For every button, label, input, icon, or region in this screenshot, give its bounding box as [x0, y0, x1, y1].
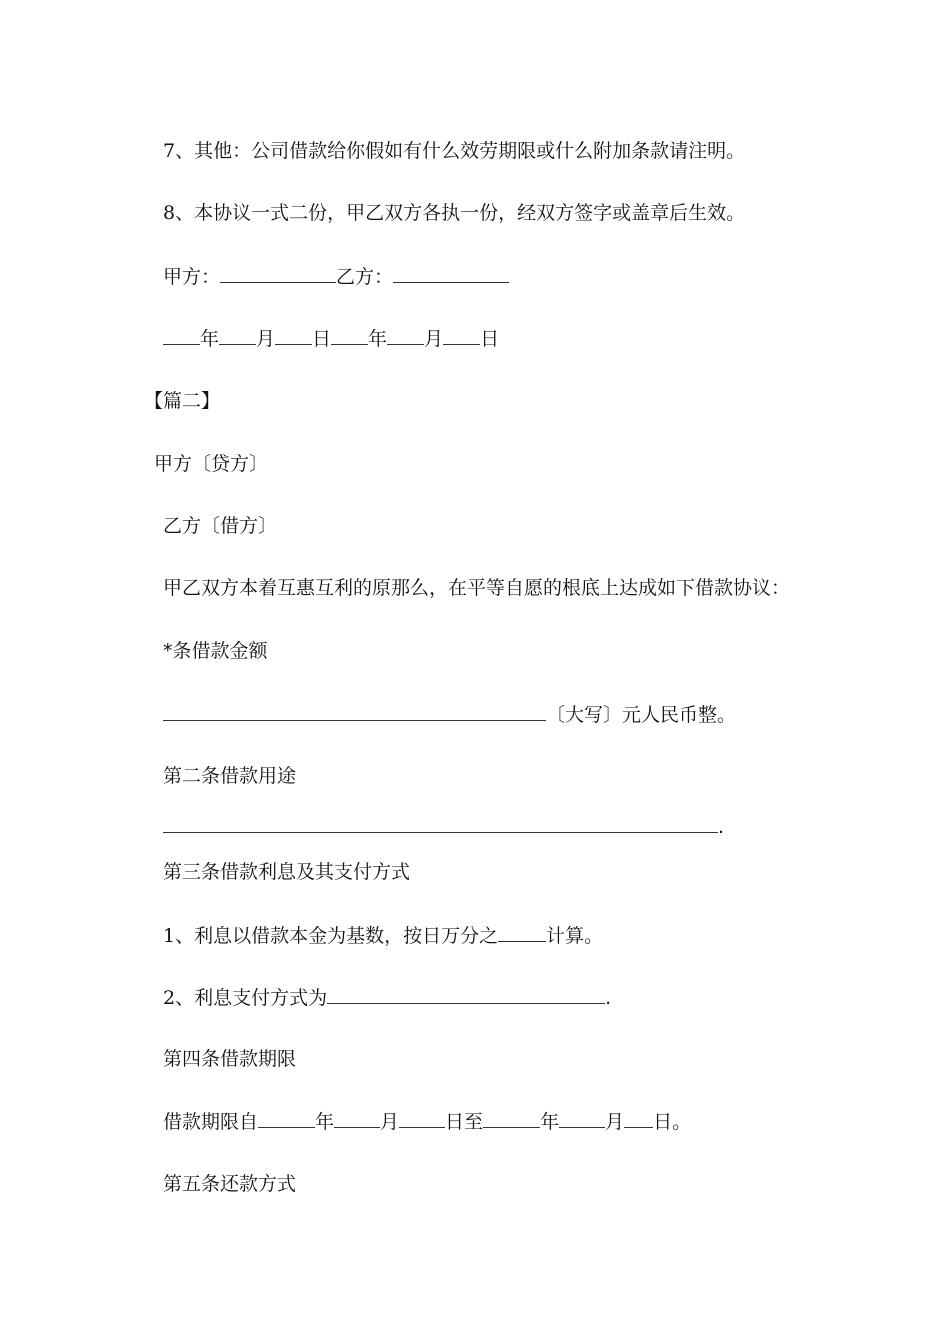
section-heading: 【篇二】	[144, 390, 221, 412]
end-year-label: 年	[540, 1111, 560, 1133]
article-5-title: 第五条还款方式	[163, 1173, 297, 1195]
intro-paragraph: 甲乙双方本着互惠互利的原那么，在平等自愿的根底上达成如下借款协议：	[163, 577, 791, 599]
date-a-year: 年	[200, 328, 220, 350]
article-1-title: *条借款金额	[163, 640, 268, 662]
clause-7	[163, 138, 745, 164]
article-3-item-2-post: .	[605, 987, 612, 1009]
end-month-blank	[559, 1108, 605, 1128]
party-b-label: 乙方：	[336, 266, 394, 288]
date-b-year: 年	[368, 328, 388, 350]
start-day-blank	[399, 1108, 445, 1128]
article-3-item-2-pre: 、利息支付方式为	[175, 987, 328, 1009]
clause-7-number: 7	[163, 140, 176, 162]
amount-suffix: 〔大写〕元人民币整。	[546, 704, 737, 726]
date-a-year-blank	[163, 325, 200, 345]
clause-8-text: 、本协议一式二份，甲乙双方各执一份，经双方签字或盖章后生效。	[175, 202, 746, 224]
article-3-title: 第三条借款利息及其支付方式	[163, 861, 411, 883]
date-a-day: 日	[312, 328, 332, 350]
payment-method-blank	[327, 984, 605, 1004]
start-year-blank	[258, 1108, 315, 1128]
party-a-label: 甲方：	[163, 266, 221, 288]
start-month-label: 月	[380, 1111, 400, 1133]
article-3-item-1-pre: 、利息以借款本金为基数，按日万分之	[175, 925, 499, 947]
date-a-month: 月	[256, 328, 276, 350]
article-3-item-1	[163, 922, 603, 949]
party-a-blank	[220, 263, 336, 283]
date-b-year-blank	[331, 325, 368, 345]
start-day-to-label: 日至	[445, 1111, 484, 1133]
date-b-day: 日	[480, 328, 500, 350]
article-2-title: 第二条借款用途	[163, 765, 297, 787]
end-month-label: 月	[605, 1111, 625, 1133]
party-b-borrower: 乙方〔借方〕	[163, 515, 278, 537]
article-4-title: 第四条借款期限	[163, 1048, 297, 1070]
party-b-blank	[393, 263, 509, 283]
article-3-item-2-number: 2	[163, 987, 176, 1009]
clause-8	[163, 200, 745, 226]
date-a-month-blank	[219, 325, 256, 345]
end-day-blank	[624, 1108, 653, 1128]
article-1-amount	[163, 701, 736, 728]
article-3-item-1-number: 1	[163, 925, 176, 947]
purpose-suffix: .	[718, 816, 725, 838]
date-a-day-blank	[275, 325, 312, 345]
start-year-label: 年	[315, 1111, 335, 1133]
date-b-month-blank	[387, 325, 424, 345]
end-day-label: 日。	[653, 1111, 692, 1133]
end-year-blank	[483, 1108, 540, 1128]
clause-7-text: 、其他：公司借款给你假如有什么效劳期限或什么附加条款请注明。	[175, 140, 746, 162]
amount-blank	[163, 701, 546, 721]
date-b-day-blank	[443, 325, 480, 345]
article-3-item-1-post: 计算。	[546, 925, 604, 947]
article-3-item-2	[163, 984, 611, 1011]
term-pre: 借款期限自	[163, 1111, 259, 1133]
article-4-term	[163, 1108, 691, 1135]
date-b-month: 月	[424, 328, 444, 350]
purpose-blank	[163, 813, 718, 833]
interest-rate-blank	[498, 922, 546, 942]
signature-dates	[163, 325, 499, 352]
signature-parties	[163, 263, 509, 290]
article-2-purpose	[163, 813, 724, 840]
party-a-lender: 甲方〔贷方〕	[154, 453, 269, 475]
start-month-blank	[334, 1108, 380, 1128]
clause-8-number: 8	[163, 202, 176, 224]
